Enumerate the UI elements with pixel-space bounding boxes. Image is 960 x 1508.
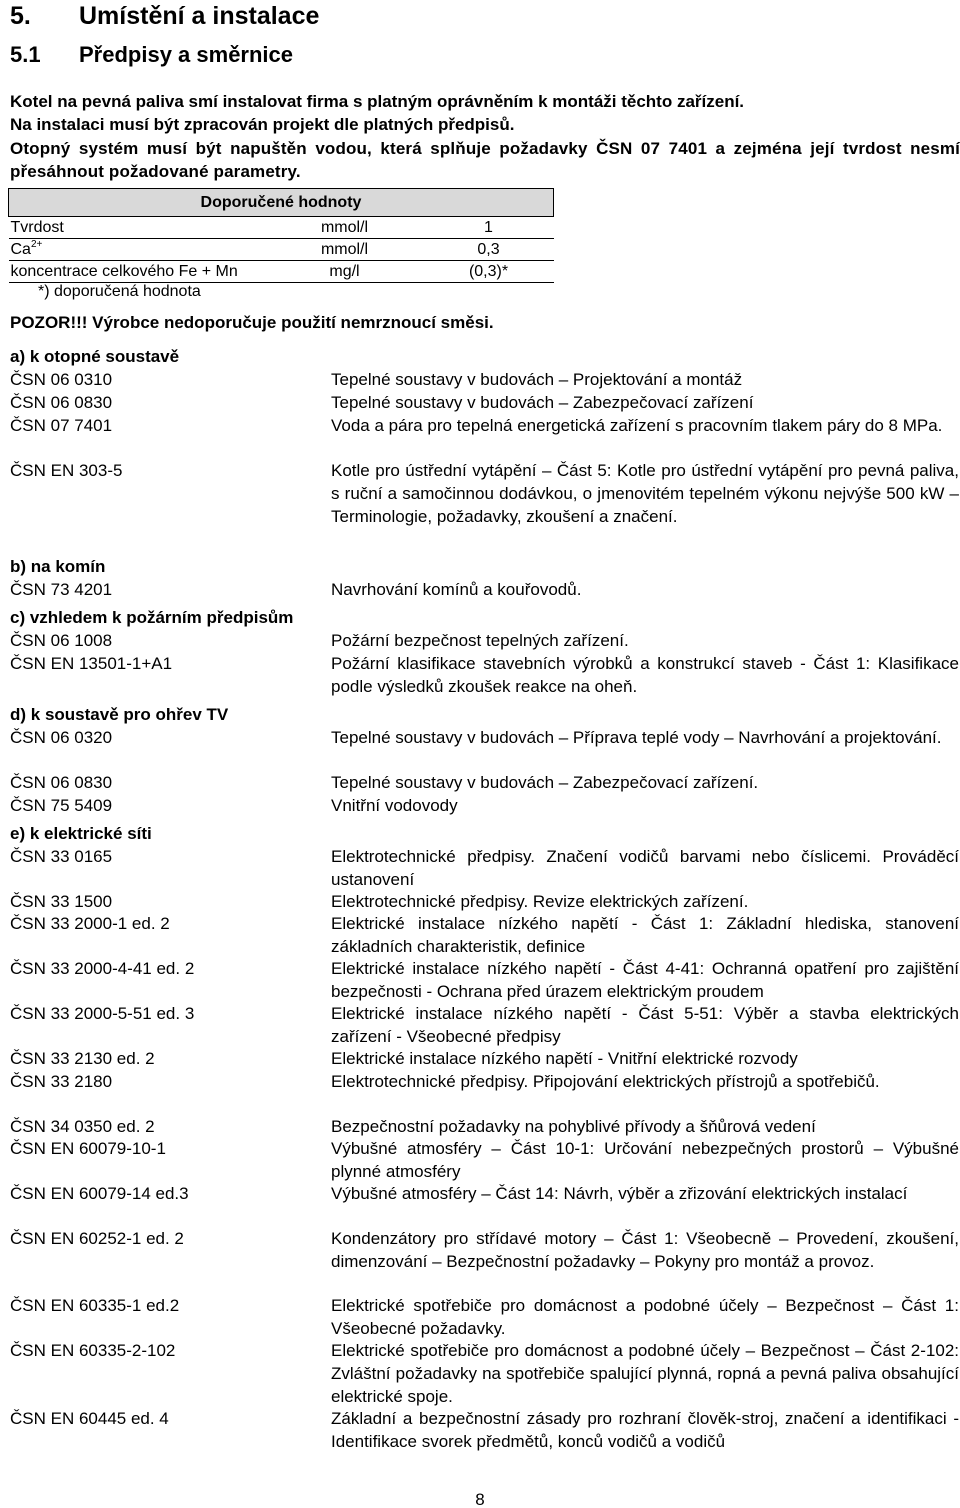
standard-desc: Navrhování komínů a kouřovodů. (331, 580, 582, 599)
page-number: 8 (475, 1490, 485, 1508)
standard-code: ČSN 06 0320 (10, 728, 113, 747)
chapter-heading (10, 2, 319, 31)
recommended-values-table (8, 188, 554, 283)
table-cell-unit: mg/l (266, 261, 424, 283)
chapter-title: Umístění a instalace (79, 2, 320, 30)
standard-code: ČSN 33 2130 ed. 2 (10, 1049, 155, 1068)
standard-desc: Tepelné soustavy v budovách – Zabezpečovací zařízení (331, 393, 754, 412)
standard-desc: Elektrotechnické předpisy. Revize elektrických zařízení. (331, 892, 749, 911)
standard-code: ČSN EN 60445 ed. 4 (10, 1409, 169, 1428)
standard-desc: Elektrotechnické předpisy. Připojování elektrických přístrojů a spotřebičů. (331, 1072, 880, 1091)
table-header: Doporučené hodnoty (9, 189, 554, 217)
table-cell-name: Tvrdost (9, 217, 266, 239)
table-row (9, 261, 554, 283)
standard-desc: Elektrické spotřebiče pro domácnost a podobné účely – Bezpečnost – Část 1: Všeobecné požadavky. (331, 1296, 959, 1338)
standard-desc: Vnitřní vodovody (331, 796, 458, 815)
intro-line-3: Otopný systém musí být napuštěn vodou, která splňuje požadavky ČSN 07 7401 a zejména její tvrdost nesmí přesáhnout požadované parametry. (10, 139, 960, 181)
standard-desc: Elektrické instalace nízkého napětí - Vnitřní elektrické rozvody (331, 1049, 798, 1068)
standard-code: ČSN EN 60079-10-1 (10, 1139, 166, 1158)
table-cell-name: koncentrace celkového Fe + Mn (9, 261, 266, 283)
standard-desc: Elektrické spotřebiče pro domácnost a podobné účely – Bezpečnost – Část 2-102: Zvláštní požadavky na spotřebiče spalující plynná, ropná a pevná paliva obsahující elektrické spoje. (331, 1341, 959, 1406)
table-cell-unit: mmol/l (266, 217, 424, 239)
standard-desc: Elektrické instalace nízkého napětí - Část 1: Základní hlediska, stanovení základních charakteristik, definice (331, 914, 959, 956)
section-c-heading: c) vzhledem k požárním předpisům (10, 608, 294, 627)
section-d-heading: d) k soustavě pro ohřev TV (10, 705, 229, 724)
standard-desc: Elektrotechnické předpisy. Značení vodičů barvami nebo číslicemi. Prováděcí ustanovení (331, 847, 959, 889)
section-b-heading: b) na komín (10, 557, 106, 576)
table-cell-superscript: 2+ (30, 238, 43, 250)
standard-code: ČSN 33 0165 (10, 847, 113, 866)
standard-code: ČSN 34 0350 ed. 2 (10, 1117, 155, 1136)
standard-code: ČSN 33 2000-1 ed. 2 (10, 914, 170, 933)
standard-code: ČSN 33 1500 (10, 892, 113, 911)
standard-code: ČSN 75 5409 (10, 796, 113, 815)
table-row (9, 217, 554, 239)
standard-code: ČSN 07 7401 (10, 416, 113, 435)
standard-code: ČSN 06 0830 (10, 773, 113, 792)
section-e-heading: e) k elektrické síti (10, 824, 152, 843)
warning-text: POZOR!!! Výrobce nedoporučuje použití nemrznoucí směsi. (10, 313, 494, 332)
table-cell-name (9, 239, 266, 261)
table-cell-name-text: Ca (10, 240, 31, 258)
standard-code: ČSN 33 2180 (10, 1072, 113, 1091)
intro-line-2: Na instalaci musí být zpracován projekt dle platných předpisů. (10, 115, 515, 134)
standard-desc: Elektrické instalace nízkého napětí - Část 4-41: Ochranná opatření pro zajištění bezpečnosti - Ochrana před úrazem elektrickým proudem (331, 959, 959, 1001)
standard-code: ČSN 06 1008 (10, 631, 113, 650)
standard-code: ČSN 33 2000-4-41 ed. 2 (10, 959, 195, 978)
standard-desc: Tepelné soustavy v budovách – Zabezpečovací zařízení. (331, 773, 759, 792)
standard-desc: Výbušné atmosféry – Část 14: Návrh, výběr a zřizování elektrických instalací (331, 1184, 908, 1203)
standard-desc: Kotle pro ústřední vytápění – Část 5: Kotle pro ústřední vytápění pro pevná paliva, s ruční a samočinnou dodávkou, o jmenovitém tepelném výkonu nejvýše 500 kW – Terminologie, požadavky, zkoušení a značení. (331, 461, 959, 526)
standard-code: ČSN 06 0830 (10, 393, 113, 412)
table-cell-value: 1 (424, 217, 554, 239)
table-cell-value: 0,3 (424, 239, 554, 261)
standard-desc: Tepelné soustavy v budovách – Příprava teplé vody – Navrhování a projektování. (331, 728, 942, 747)
standard-desc: Základní a bezpečnostní zásady pro rozhraní člověk-stroj, značení a identifikaci - Identifikace svorek předmětů, konců vodičů a vodičů (331, 1409, 959, 1451)
chapter-number: 5. (10, 2, 31, 30)
standard-code: ČSN EN 13501-1+A1 (10, 654, 173, 673)
standard-code: ČSN 73 4201 (10, 580, 113, 599)
table-cell-unit: mmol/l (266, 239, 424, 261)
standard-code: ČSN EN 60335-2-102 (10, 1341, 176, 1360)
standard-code: ČSN 06 0310 (10, 370, 113, 389)
standard-desc: Tepelné soustavy v budovách – Projektování a montáž (331, 370, 743, 389)
standard-code: ČSN 33 2000-5-51 ed. 3 (10, 1004, 195, 1023)
standard-desc: Výbušné atmosféry – Část 10-1: Určování nebezpečných prostorů – Výbušné plynné atmosféry (331, 1139, 959, 1181)
table-cell-value: (0,3)* (424, 261, 554, 283)
table-row (9, 239, 554, 261)
section-heading (10, 42, 293, 68)
standard-code: ČSN EN 303-5 (10, 461, 123, 480)
standard-desc: Požární klasifikace stavebních výrobků a konstrukcí staveb - Část 1: Klasifikace podle výsledků zkoušek reakce na oheň. (331, 654, 959, 696)
table-note: *) doporučená hodnota (38, 283, 201, 300)
standard-desc: Požární bezpečnost tepelných zařízení. (331, 631, 629, 650)
intro-line-1: Kotel na pevná paliva smí instalovat firma s platným oprávněním k montáži těchto zařízení. (10, 92, 745, 111)
standard-code: ČSN EN 60252-1 ed. 2 (10, 1229, 184, 1248)
standard-code: ČSN EN 60335-1 ed.2 (10, 1296, 180, 1315)
standard-desc: Elektrické instalace nízkého napětí - Část 5-51: Výběr a stavba elektrických zařízení - Všeobecné předpisy (331, 1004, 959, 1046)
section-a-heading: a) k otopné soustavě (10, 347, 180, 366)
standard-desc: Bezpečnostní požadavky na pohyblivé přívody a šňůrová vedení (331, 1117, 816, 1136)
standard-desc: Kondenzátory pro střídavé motory – Část 1: Všeobecně – Provedení, zkoušení, dimenzování – Bezpečnostní požadavky – Pokyny pro montáž a provoz. (331, 1229, 959, 1271)
section-number: 5.1 (10, 42, 41, 67)
standard-desc: Voda a pára pro tepelná energetická zařízení s pracovním tlakem páry do 8 MPa. (331, 416, 943, 435)
standard-code: ČSN EN 60079-14 ed.3 (10, 1184, 189, 1203)
section-title: Předpisy a směrnice (79, 42, 294, 67)
